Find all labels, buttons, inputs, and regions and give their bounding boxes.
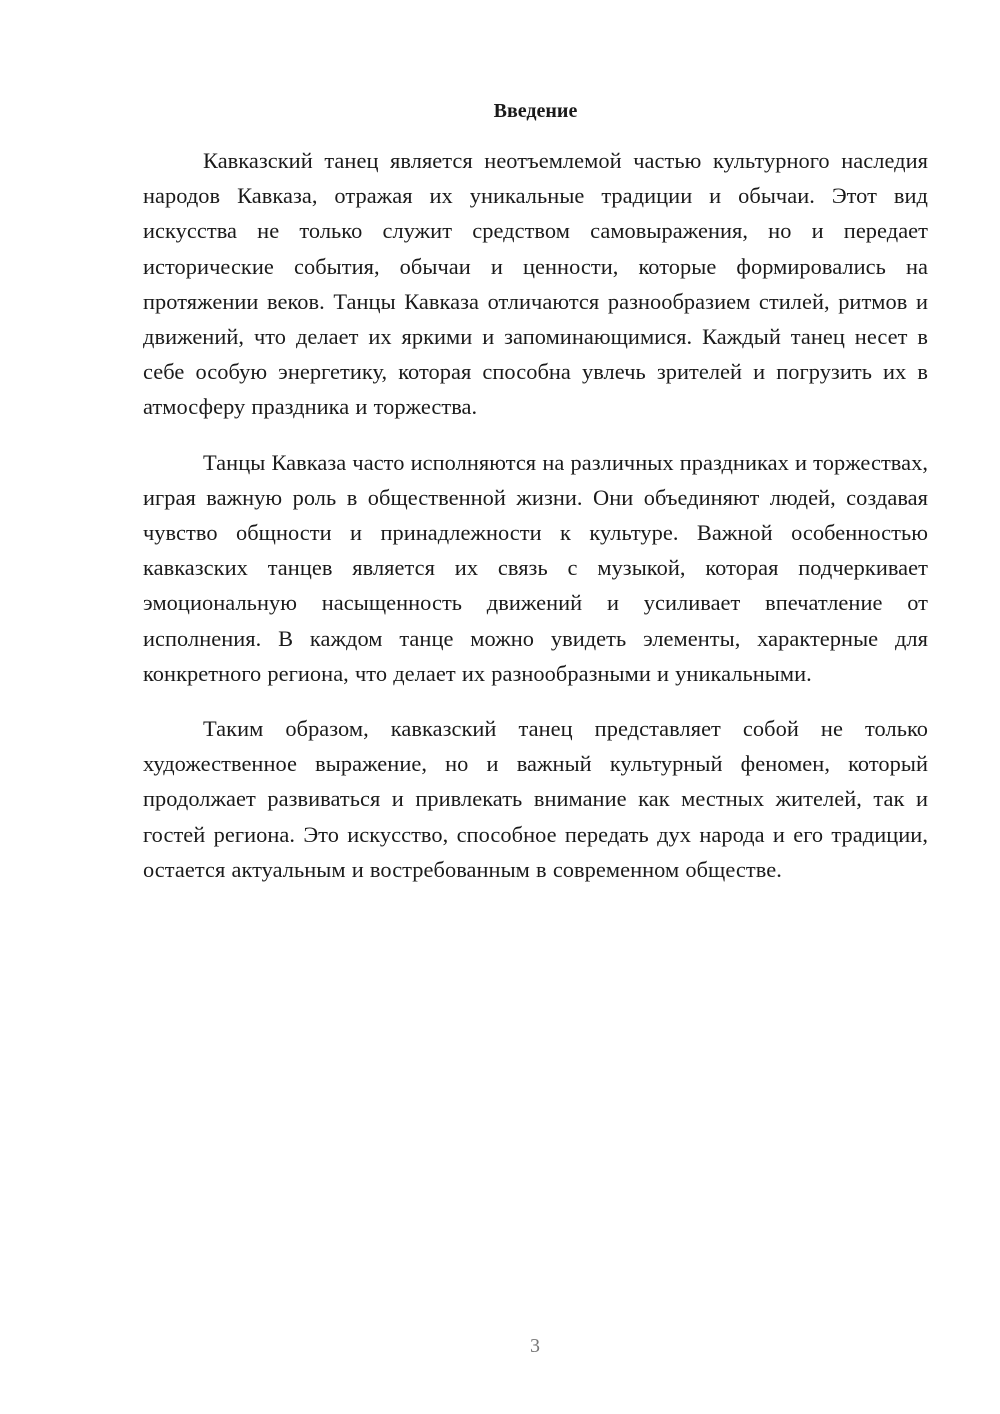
paragraph-1: Кавказский танец является неотъемлемой частью культурного наследия народов Кавказа, отражая их уникальные традиции и обычаи. Этот вид искусства не только служит средством самовыражения, но и передает исторические события, обычаи и ценности, которые формировались на протяжении веков. Танцы Кавказа отличаются разнообразием стилей, ритмов и движений, что делает их яркими и запоминающимися. Каждый танец несет в себе особую энергетику, которая способна увлечь зрителей и погрузить их в атмосферу праздника и торжества. [143,148,928,420]
paragraph-3: Таким образом, кавказский танец представляет собой не только художественное выражение, но и важный культурный феномен, который продолжает развиваться и привлекать внимание как местных жителей, так и гостей региона. Это искусство, способное передать дух народа и его традиции, остается актуальным и востребованным в современном обществе. [143,716,928,882]
page-title: Введение [493,100,578,122]
paragraph-2: Танцы Кавказа часто исполняются на различных праздниках и торжествах, играя важную роль в общественной жизни. Они объединяют людей, создавая чувство общности и принадлежности к культуре. Важной особенностью кавказских танцев является их связь с музыкой, которая подчеркивает эмоциональную насыщенность движений и усиливает впечатление от исполнения. В каждом танце можно увидеть элементы, характерные для конкретного региона, что делает их разнообразными и уникальными. [143,449,928,686]
body-text [143,143,928,907]
page-number: 3 [530,1335,540,1357]
